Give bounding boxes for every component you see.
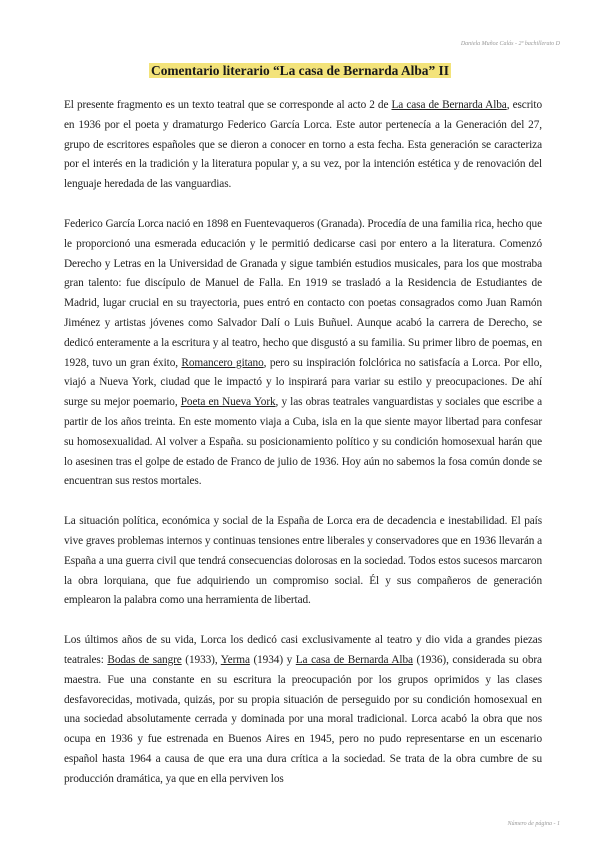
work-title-yerma: Yerma [220,653,250,666]
work-title-romancero: Romancero gitano [181,356,264,369]
p2-text-2: , pero su inspiración folclórica no satisfacía a Lorca. Por ello, viajó a Nueva York, ciudad que le impactó y lo inspirará para variar su estilo y preocupaciones. De ahí surge su mejor poemario, [64,356,542,409]
document-title [0,63,600,79]
document-body [64,96,542,810]
work-title-la-casa: La casa de Bernarda Alba [391,99,507,111]
p2-text-1: Federico García Lorca nació en 1898 en Fuentevaqueros (Granada). Procedía de una familia rica, hecho que le proporcionó una esmerada educación y le permitió dedicarse casi por entero a la literatura. Comenzó Derecho y Letras en la Universidad de Granada y sigue también estudios musicales, para los que mostraba gran talento: fue discípulo de Manuel de Falla. En 1919 se trasladó a la Residencia de Estudiantes de Madrid, lugar crucial en su trayectoria, pues entró en contacto con poetas consagrados como Juan Ramón Jiménez y artistas jóvenes como Salvador Dalí o Luis Buñuel. Aunque acabó la carrera de Derecho, se dedicó enteramente a la escritura y al teatro, hecho que disgustó a su familia. Su primer libro de poemas, en 1928, tuvo un gran éxito, [64,217,542,369]
paragraph-1 [64,96,542,195]
paragraph-3 [64,512,542,611]
work-title-la-casa-2: La casa de Bernarda Alba [295,653,413,666]
p4-text-3: (1934) y [249,653,296,666]
p3-text-1: La situación política, económica y social de la España de Lorca era de decadencia e inestabilidad. El país vive graves problemas internos y continuas tensiones entre liberales y conservadores que en 1936 llevarán a España a una guerra civil que tendrá consecuencias dolorosas en la sociedad. Todos estos sucesos marcaron la obra lorquiana, que fue adquiriendo un compromiso social. Él y sus compañeros de generación emplearon la palabra como una herramienta de libertad. [64,515,542,607]
p4-text-4: (1936), considerada su obra maestra. Fue una constante en su escritura la preocupación por los grupos oprimidos y las clases desfavorecidas, motivada, quizás, por su propia situación de perseguido por su condición homosexual en una sociedad absolutamente cerrada y dominada por una moral tradicional. Lorca acabó la obra que nos ocupa en 1936 y fue estrenada en Buenos Aires en 1945, pero no pudo representarse en un escenario español hasta 1964 a causa de que era una dura crítica a la sociedad. Se trata de la obra cumbre de su producción dramática, ya que en ella perviven los [64,653,542,785]
p4-text-2: (1933), [181,653,221,666]
header-author: Daniela Muñoz Calás - 2º bachillerato D [460,41,560,47]
p2-text-3: , y las obras teatrales vanguardistas y sociales que escribe a partir de los años treinta. En este momento viaja a Cuba, isla en la que siente mayor libertad para confesar su homosexualidad. Al volver a España. su posicionamiento político y su condición homosexual harán que lo asesinen tras el golpe de estado de Franco de julio de 1936. Hoy aún no sabemos la fosa común donde se encuentran sus restos mortales. [64,396,542,488]
p1-text-2: , escrito en 1936 por el poeta y dramaturgo Federico García Lorca. Este autor pertenecía a la Generación del 27, grupo de escritores españoles que se dieron a conocer en torno a esta fecha. Esta generación se caracteriza por el interés en la tradición y la literatura popular y, a su vez, por la intención estética y de renovación del lenguaje heredada de las vanguardias. [64,99,542,191]
p1-text-1: El presente fragmento es un texto teatral que se corresponde al acto 2 de [64,99,392,111]
p4-text-1: Los últimos años de su vida, Lorca los dedicó casi exclusivamente al teatro y dio vida a grandes piezas teatrales: [64,634,542,666]
paragraph-2 [64,215,542,492]
work-title-bodas: Bodas de sangre [107,653,182,666]
title-text: Comentario literario “La casa de Bernarda Alba” II [151,63,449,78]
paragraph-4 [64,631,542,789]
page-number-footer: Número de página - 1 [507,821,560,827]
work-title-poeta: Poeta en Nueva York [180,396,276,409]
